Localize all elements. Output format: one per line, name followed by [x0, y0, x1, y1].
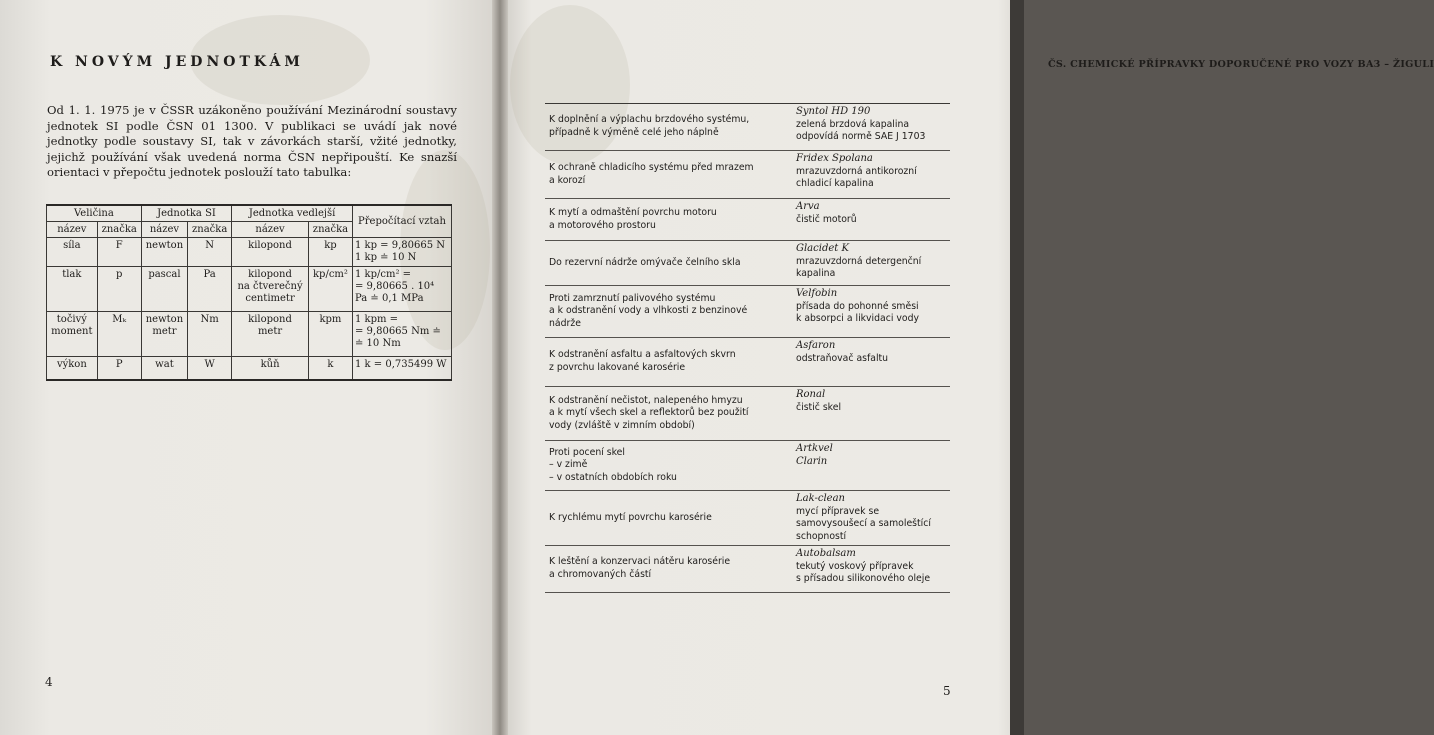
book-spine — [492, 0, 508, 735]
product-name: Fridex Spolana — [796, 153, 873, 164]
usage-text: K odstranění asfaltu a asfaltových skvrn z povrchu lakované karosérie — [549, 349, 736, 373]
intro-paragraph: Od 1. 1. 1975 je v ČSSR uzákoněno používání Mezinárodní soustavy jednotek SI podle ČSN 01 1300. V publikaci se uvádí jak nové jednotky podle soustavy SI, tak v závorkách starší, vžité jednotky, jejichž používání však uvedená norma ČSN nepřipouští. Ke snazší orientaci v přepočtu jednotek poslouží tato tabulka: — [47, 103, 457, 179]
subheader-nazev: název — [47, 222, 98, 238]
list-item — [545, 546, 950, 593]
background-edge — [1010, 0, 1024, 735]
table-cell: p — [97, 267, 141, 312]
list-item — [545, 441, 950, 491]
table-cell: 1 kpm = = 9,80665 Nm ≐ ≐ 10 Nm — [353, 312, 452, 357]
table-row — [47, 357, 452, 381]
usage-cell — [545, 338, 790, 386]
list-item — [545, 387, 950, 441]
product-cell — [790, 199, 950, 240]
table-cell: kp — [308, 238, 352, 267]
product-name: Ronal — [796, 389, 826, 400]
units-table — [46, 204, 452, 381]
product-description: čistič motorů — [796, 213, 857, 225]
table-row — [47, 238, 452, 267]
usage-cell — [545, 241, 790, 285]
list-item — [545, 491, 950, 546]
product-cell — [790, 286, 950, 337]
table-cell: 1 k = 0,735499 W — [353, 357, 452, 381]
subheader-znacka: značka — [308, 222, 352, 238]
header-velicina: Veličina — [47, 205, 142, 222]
usage-cell — [545, 546, 790, 592]
list-item — [545, 286, 950, 338]
product-name: Asfaron — [796, 340, 836, 351]
usage-text: Do rezervní nádržе omývače čelního skla — [549, 256, 741, 268]
product-name: Velfobin — [796, 288, 838, 299]
page-title: K NOVÝM JEDNOTKÁM — [50, 54, 304, 70]
product-name: Syntol HD 190 — [796, 106, 871, 117]
usage-text: K leštění a konzervaci nátěru karosérie a chromovaných částí — [549, 556, 731, 580]
list-item — [545, 104, 950, 151]
usage-text: K mytí a odmaštění povrchu motoru a motorového prostoru — [549, 206, 717, 231]
table-cell: wat — [141, 357, 187, 381]
header-prepocitaci: Přepočítací vztah — [353, 205, 452, 238]
usage-cell — [545, 199, 790, 240]
table-cell: 1 kp/cm² = = 9,80665 . 10⁴ Pa ≐ 0,1 MPa — [353, 267, 452, 312]
product-name: Arva — [796, 201, 820, 212]
product-cell — [790, 241, 950, 285]
product-description: čistič skel — [796, 401, 842, 413]
usage-cell — [545, 104, 790, 150]
table-cell: výkon — [47, 357, 98, 381]
product-cell — [790, 491, 950, 545]
usage-text: Proti pocení skel – v zimě – v ostatních obdobích roku — [549, 446, 677, 483]
table-cell: Nm — [188, 312, 232, 357]
product-name: Autobalsam — [796, 548, 856, 559]
product-description: přísada do pohonné směsi k absorpci a likvidaci vody — [796, 300, 919, 325]
table-cell: Mₖ — [97, 312, 141, 357]
table-cell: tlak — [47, 267, 98, 312]
table-cell: kilopond — [232, 238, 309, 267]
table-cell: F — [97, 238, 141, 267]
table-cell: síla — [47, 238, 98, 267]
usage-cell — [545, 441, 790, 490]
table-cell: kp/cm² — [308, 267, 352, 312]
product-description: odstraňovač asfaltu — [796, 352, 889, 364]
subheader-znacka: značka — [97, 222, 141, 238]
table-cell: točivý moment — [47, 312, 98, 357]
table-cell: W — [188, 357, 232, 381]
product-cell — [790, 151, 950, 198]
table-row — [47, 312, 452, 357]
page-number: 4 — [45, 675, 53, 689]
list-item — [545, 241, 950, 286]
product-description: mrazuvzdorná detergenční kapalina — [796, 255, 922, 280]
usage-cell — [545, 387, 790, 440]
usage-text: K odstranění nečistot, nalepeného hmyzu a k mytí všech skel a reflektorů bez použití vody (zvláště v zimním období) — [549, 394, 749, 431]
product-cell — [790, 441, 950, 490]
usage-cell — [545, 286, 790, 337]
product-cell — [790, 387, 950, 440]
left-page — [0, 0, 500, 735]
product-description: mrazuvzdorná antikorozní chladicí kapalina — [796, 165, 917, 190]
product-name: Lak-clean — [796, 493, 845, 504]
subheader-znacka: značka — [188, 222, 232, 238]
table-cell: k — [308, 357, 352, 381]
product-description: tekutý voskový přípravek s přísadou silikonového oleje — [796, 560, 931, 585]
product-name: Artkvel Clarin — [796, 443, 833, 467]
usage-text: K doplnění a výplachu brzdového systému, případně k výměně celé jeho náplně — [549, 114, 750, 138]
table-cell: newton — [141, 238, 187, 267]
product-cell — [790, 104, 950, 150]
subheader-nazev: název — [141, 222, 187, 238]
usage-cell — [545, 151, 790, 198]
header-jednotka-vedlejsi: Jednotka vedlejší — [232, 205, 353, 222]
table-cell: kůň — [232, 357, 309, 381]
list-item — [545, 338, 950, 387]
table-cell: 1 kp = 9,80665 N 1 kp ≐ 10 N — [353, 238, 452, 267]
table-row — [47, 267, 452, 312]
list-item — [545, 199, 950, 241]
table-cell: kpm — [308, 312, 352, 357]
product-description: mycí přípravek se samovysoušecí a samoleštící schopností — [796, 505, 931, 542]
product-cell — [790, 338, 950, 386]
usage-cell — [545, 491, 790, 545]
usage-text: K rychlému mytí povrchu karosérie — [549, 511, 712, 523]
product-name: Glacidet K — [796, 243, 849, 254]
table-cell: kilopond na čtverečný centimetr — [232, 267, 309, 312]
usage-text: K ochraně chladicího systému před mrazem a korozí — [549, 161, 754, 186]
table-cell: Pa — [188, 267, 232, 312]
subheader-nazev: název — [232, 222, 309, 238]
product-description: zelená brzdová kapalina odpovídá normě SAE J 1703 — [796, 118, 926, 143]
table-cell: newton metr — [141, 312, 187, 357]
table-cell: P — [97, 357, 141, 381]
page-number: 5 — [943, 684, 951, 698]
list-item — [545, 151, 950, 199]
usage-text: Proti zamrznutí palivového systému a k odstranění vody a vlhkosti z benzinové nádrže — [549, 292, 748, 329]
product-cell — [790, 546, 950, 592]
table-cell: kilopond metr — [232, 312, 309, 357]
page-title: ČS. CHEMICKÉ PŘÍPRAVKY DOPORUČENÉ PRO VOZY BA3 – ŽIGULI — [1048, 59, 1434, 70]
table-cell: N — [188, 238, 232, 267]
chemicals-table — [545, 103, 950, 593]
header-jednotka-si: Jednotka SI — [141, 205, 231, 222]
table-cell: pascal — [141, 267, 187, 312]
